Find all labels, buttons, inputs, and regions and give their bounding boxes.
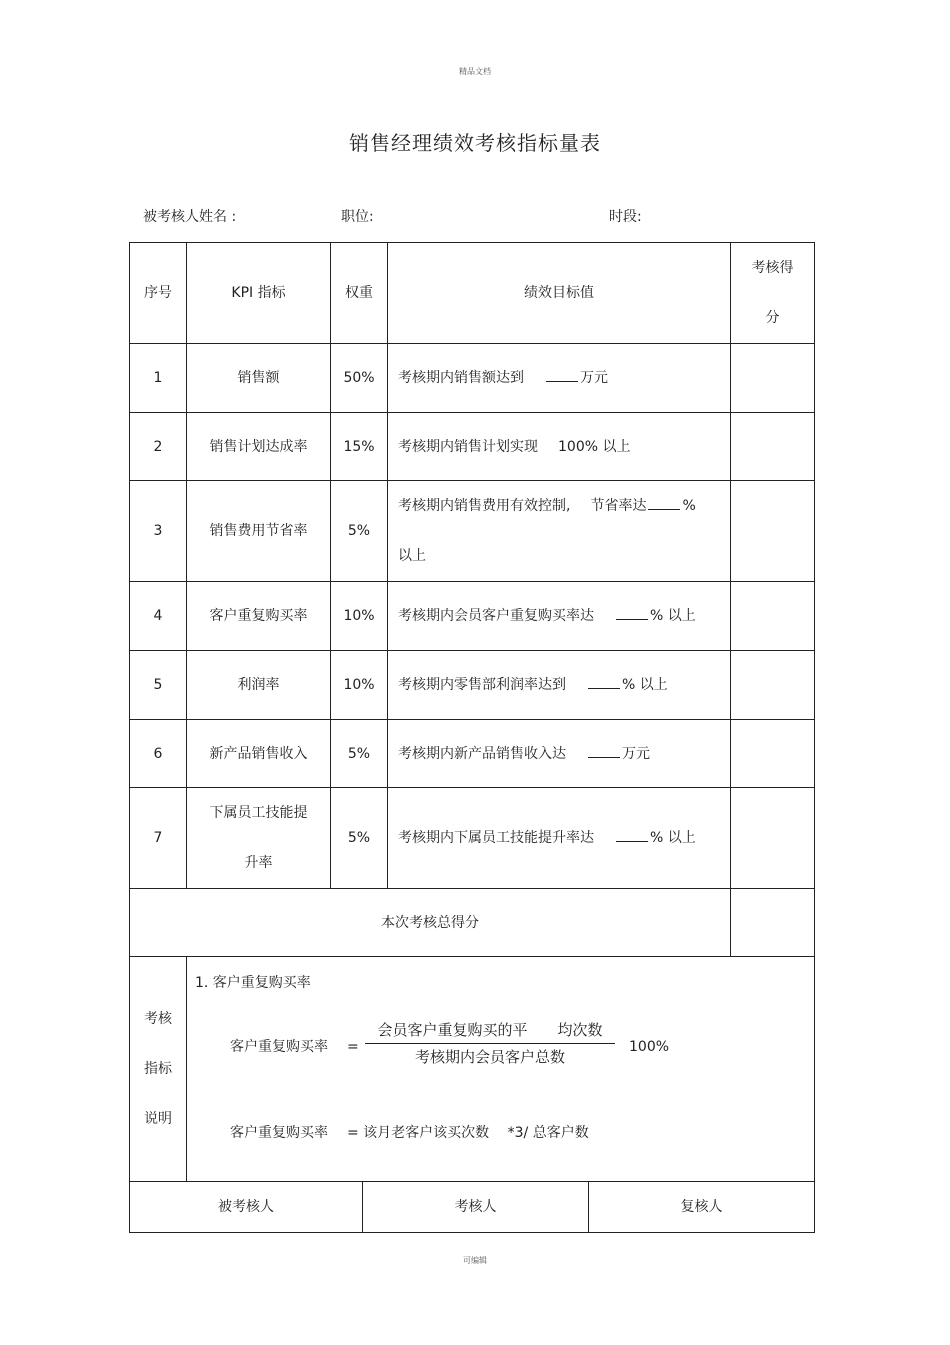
formula2-lhs: 客户重复购买率 [230, 1125, 328, 1141]
target-text-2: 节省率达 [590, 498, 647, 514]
target-unit: 万元 [622, 745, 650, 762]
target-text: 考核期内销售费用有效控制, [398, 498, 571, 514]
row-target [388, 413, 731, 481]
col-kpi-header: KPI 指标 [187, 243, 331, 344]
table-row [130, 651, 815, 720]
row-weight: 5% [331, 788, 388, 889]
target-text: 考核期内销售额达到 [398, 370, 524, 386]
col-no-header: 序号 [130, 243, 187, 344]
target-value: 100% 以上 [558, 438, 631, 455]
fill-blank[interactable] [546, 369, 578, 382]
row-target [388, 651, 731, 720]
row-target [388, 344, 731, 413]
row-weight: 15% [331, 413, 388, 481]
target-text: 考核期内销售计划实现 [398, 438, 538, 455]
row-score-cell[interactable] [731, 481, 815, 582]
row-weight: 5% [331, 481, 388, 582]
signature-table [129, 1181, 815, 1233]
target-unit: 万元 [580, 370, 608, 386]
fill-blank[interactable] [616, 607, 648, 620]
row-kpi: 利润率 [187, 651, 331, 720]
row-weight: 10% [331, 582, 388, 651]
row-kpi: 销售计划达成率 [187, 413, 331, 481]
row-kpi: 销售额 [187, 344, 331, 413]
fraction-bar [365, 1043, 615, 1044]
assessee-name-label: 被考核人姓名 : [143, 209, 237, 225]
row-no: 5 [130, 651, 187, 720]
fill-blank[interactable] [616, 829, 648, 842]
col-score-header [731, 243, 815, 344]
notes-label-line3: 说明 [144, 1111, 172, 1127]
row-weight: 10% [331, 651, 388, 720]
row-no: 4 [130, 582, 187, 651]
table-row [130, 720, 815, 788]
table-row [130, 481, 815, 582]
notes-label-line1: 考核 [144, 1011, 172, 1027]
target-unit: % 以上 [650, 608, 696, 624]
col-weight-header: 权重 [331, 243, 388, 344]
table-row [130, 788, 815, 889]
formula1-numerator: 会员客户重复购买的平 均次数 [377, 1021, 603, 1039]
row-score-cell[interactable] [731, 413, 815, 481]
signature-assessor[interactable]: 考核人 [363, 1182, 589, 1233]
row-kpi-line1: 下属员工技能提 [209, 805, 308, 821]
fill-blank[interactable] [588, 676, 620, 689]
position-label: 职位: [341, 209, 374, 225]
row-no: 6 [130, 720, 187, 788]
score-header-line2: 分 [765, 310, 780, 326]
target-unit: % [682, 498, 696, 514]
table-row [130, 344, 815, 413]
row-target [388, 788, 731, 889]
formula2-rhs: = 该月老客户该买次数 *3/ 总客户数 [347, 1125, 589, 1141]
notes-label [130, 957, 187, 1182]
row-no: 1 [130, 344, 187, 413]
target-text: 考核期内新产品销售收入达 [398, 745, 566, 762]
row-kpi-line2: 升率 [244, 855, 273, 871]
row-kpi [187, 788, 331, 889]
row-target [388, 582, 731, 651]
row-score-cell[interactable] [731, 720, 815, 788]
signature-row [130, 1182, 815, 1233]
row-no: 2 [130, 413, 187, 481]
row-no: 3 [130, 481, 187, 582]
row-no: 7 [130, 788, 187, 889]
row-target [388, 481, 731, 582]
notes-row [130, 957, 815, 1182]
target-text-line2: 以上 [398, 548, 426, 564]
total-score-cell[interactable] [731, 889, 815, 957]
formula1-percent: 100% [629, 1039, 670, 1055]
target-text: 考核期内下属员工技能提升率达 [398, 830, 594, 846]
notes-content [187, 957, 815, 1182]
table-row [130, 413, 815, 481]
row-weight: 5% [331, 720, 388, 788]
target-unit: % 以上 [622, 677, 668, 693]
kpi-table-container [129, 242, 814, 1233]
row-kpi: 销售费用节省率 [187, 481, 331, 582]
row-score-cell[interactable] [731, 788, 815, 889]
signature-reviewer[interactable]: 复核人 [589, 1182, 815, 1233]
notes-label-line2: 指标 [144, 1061, 172, 1077]
score-header-line1: 考核得 [751, 260, 794, 276]
formula1-equals: = [347, 1039, 359, 1055]
target-text: 考核期内会员客户重复购买率达 [398, 608, 594, 624]
total-row [130, 889, 815, 957]
row-weight: 50% [331, 344, 388, 413]
signature-assessee[interactable]: 被考核人 [130, 1182, 363, 1233]
page-header: 精品文档 [459, 67, 491, 76]
row-target [388, 720, 731, 788]
page-footer: 可编辑 [463, 1256, 487, 1265]
col-target-header: 绩效目标值 [388, 243, 731, 344]
fill-blank[interactable] [648, 497, 680, 510]
row-score-cell[interactable] [731, 582, 815, 651]
fill-blank[interactable] [588, 745, 620, 758]
row-kpi: 新产品销售收入 [187, 720, 331, 788]
table-header-row [130, 243, 815, 344]
document-title: 销售经理绩效考核指标量表 [349, 131, 601, 155]
table-row [130, 582, 815, 651]
period-label: 时段: [609, 209, 642, 225]
row-score-cell[interactable] [731, 344, 815, 413]
row-kpi: 客户重复购买率 [187, 582, 331, 651]
kpi-table [129, 242, 815, 1182]
target-unit: % 以上 [650, 830, 696, 846]
formula1-lhs: 客户重复购买率 [230, 1039, 328, 1055]
row-score-cell[interactable] [731, 651, 815, 720]
formula1-denominator: 考核期内会员客户总数 [414, 1048, 565, 1066]
note-item-title: 1. 客户重复购买率 [195, 975, 311, 991]
target-text: 考核期内零售部利润率达到 [398, 677, 566, 693]
total-label: 本次考核总得分 [130, 889, 731, 957]
